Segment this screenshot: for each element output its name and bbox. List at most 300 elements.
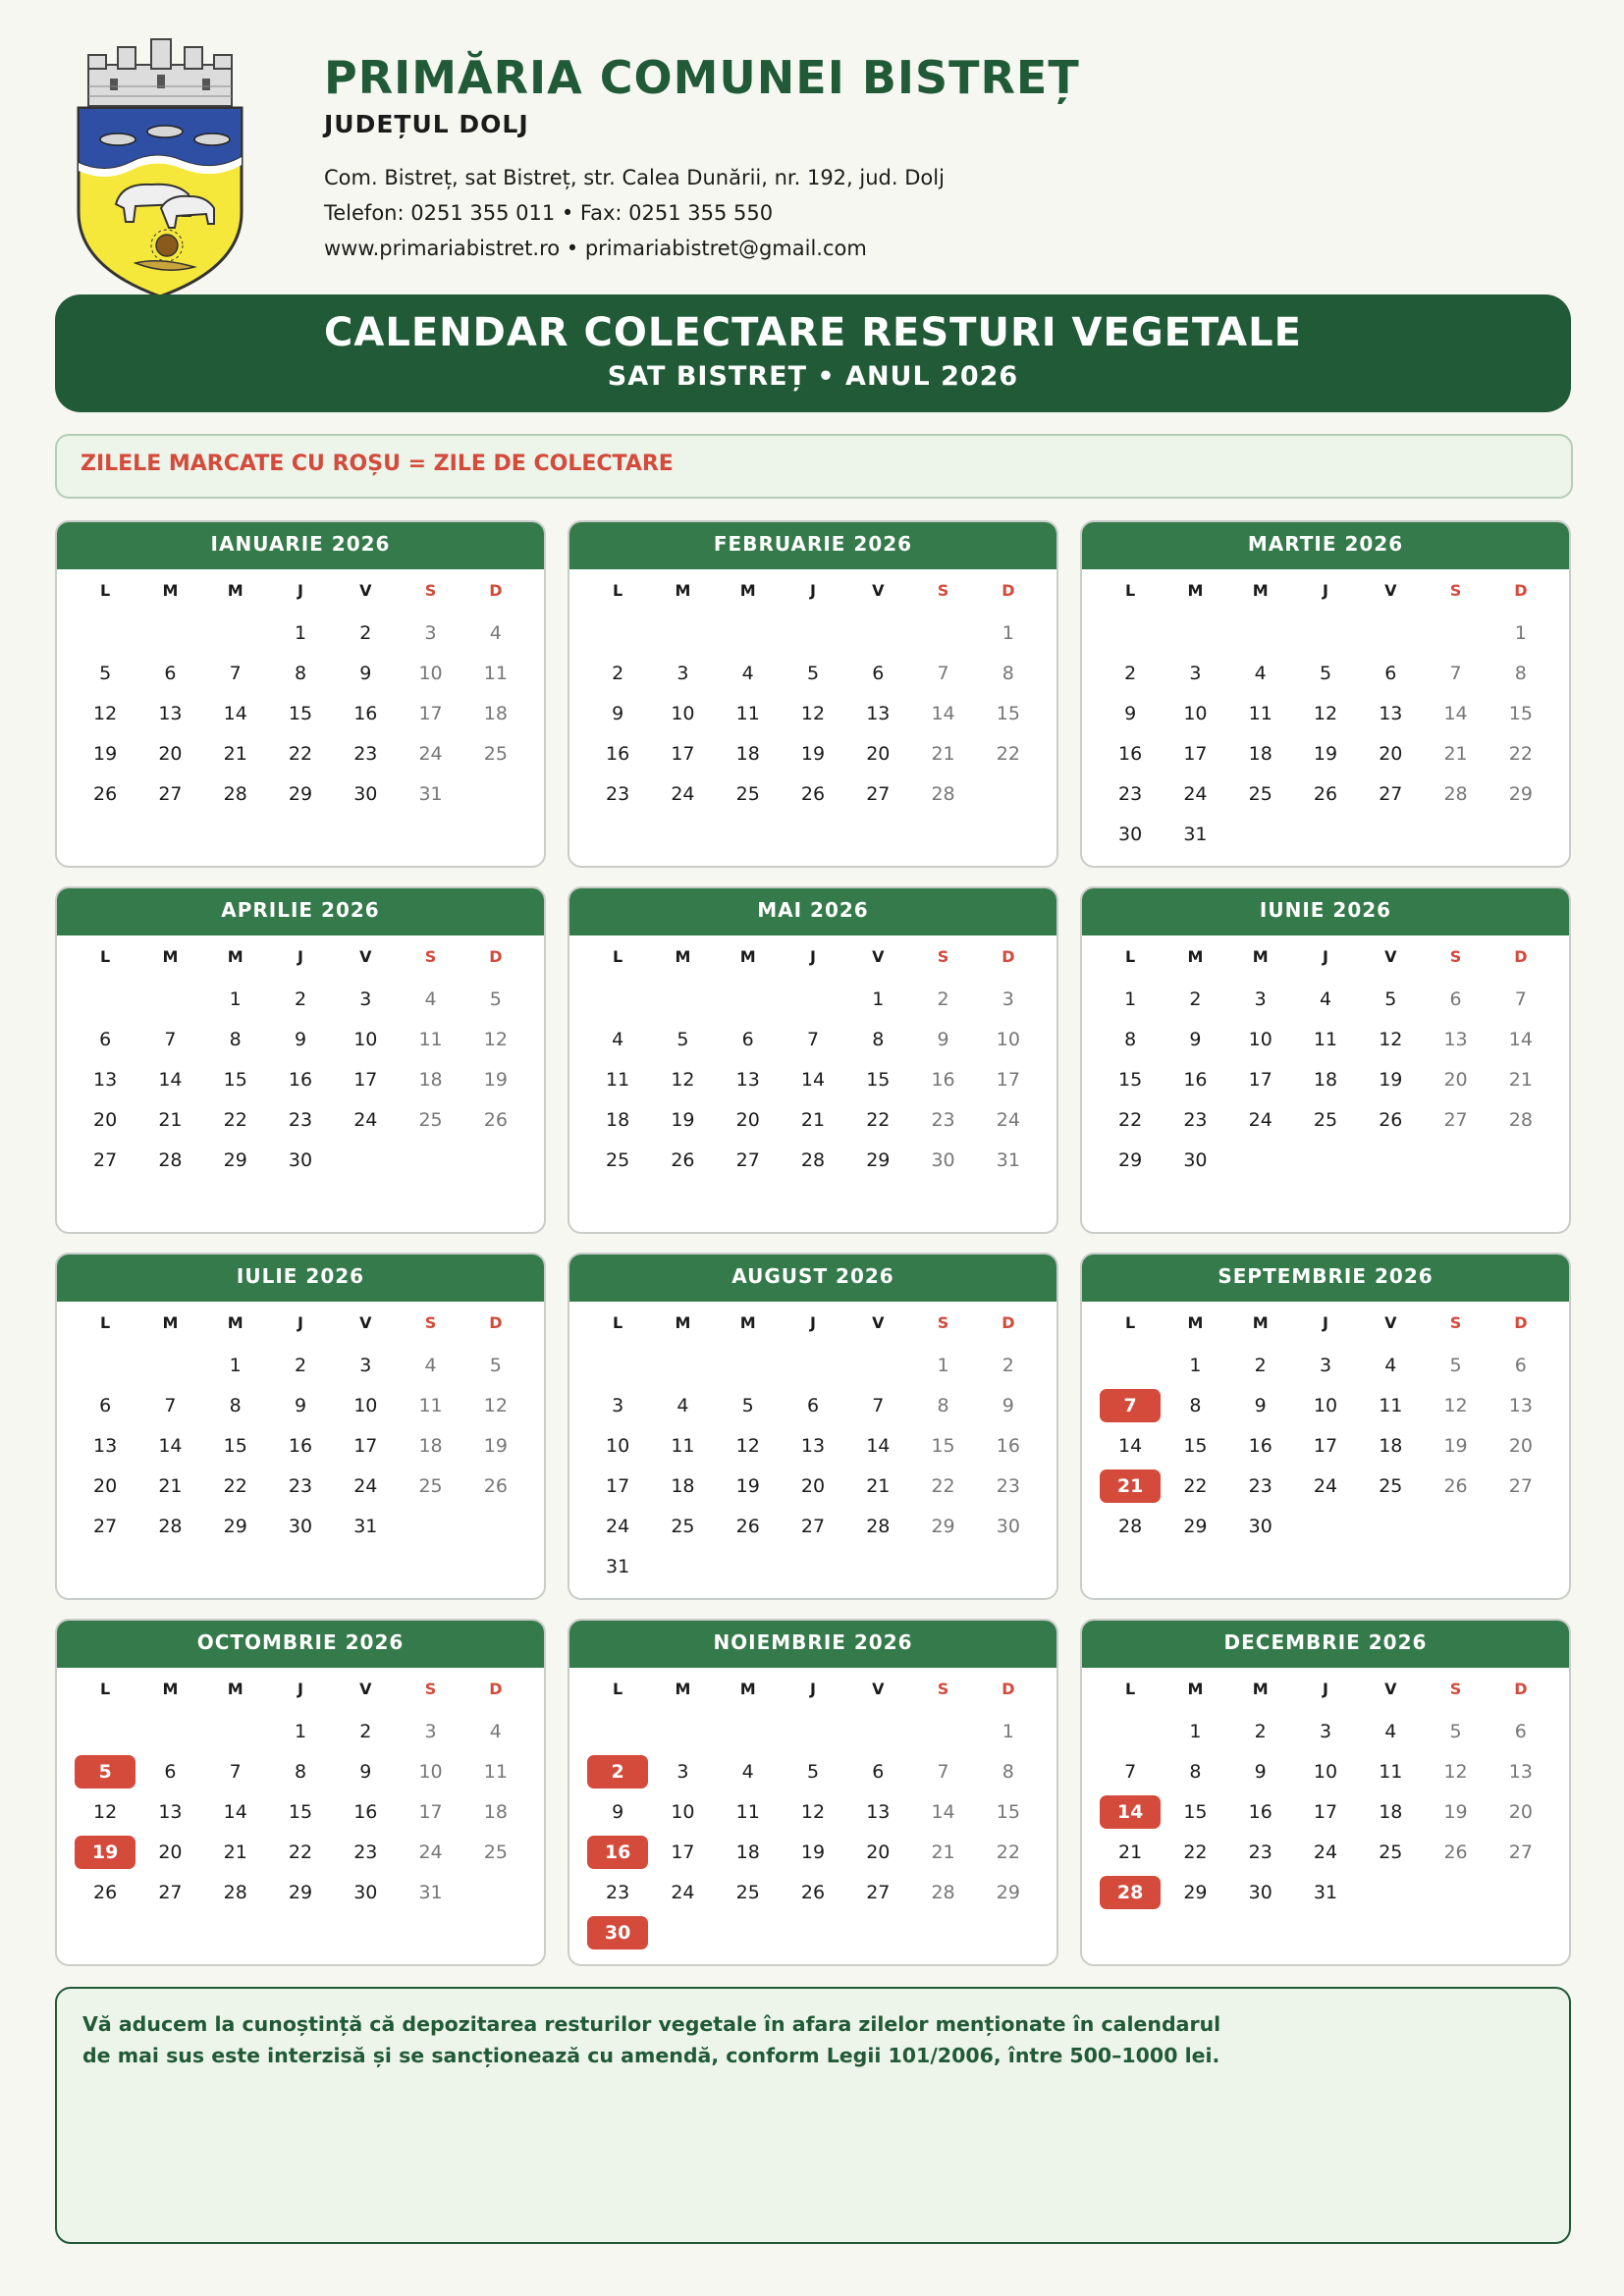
day-cell: 20 <box>866 1841 891 1863</box>
month-title: FEBRUARIE 2026 <box>569 522 1056 569</box>
day-cell: 29 <box>1183 1881 1208 1903</box>
days-grid <box>57 613 544 814</box>
day-cell: 26 <box>483 1474 508 1497</box>
collection-day: 5 <box>73 1751 137 1791</box>
day-cell: 11 <box>1313 1028 1338 1050</box>
day-cell: 9 <box>937 1028 949 1050</box>
weekday-label: J <box>1323 1680 1328 1698</box>
empty-cell <box>1163 613 1227 653</box>
weekday-label: J <box>810 1680 816 1698</box>
day-cell: 5 <box>489 988 502 1010</box>
day-cell: 21 <box>158 1474 183 1497</box>
day-cell: 27 <box>866 1881 891 1903</box>
day-cell: 18 <box>483 1800 508 1823</box>
day-cell: 22 <box>223 1108 247 1131</box>
day-cell: 5 <box>677 1028 689 1050</box>
day-cell: 23 <box>353 742 378 765</box>
day-cell: 22 <box>1183 1474 1208 1497</box>
day-cell: 10 <box>671 702 695 724</box>
day-cell: 24 <box>996 1108 1020 1131</box>
title-banner <box>55 294 1571 412</box>
day-cell: 6 <box>872 1760 885 1783</box>
day-cell: 4 <box>424 1354 437 1376</box>
day-cell: 17 <box>1248 1068 1272 1091</box>
weekday-label: V <box>359 1680 372 1698</box>
day-cell: 23 <box>1248 1474 1272 1497</box>
day-cell: 23 <box>288 1474 313 1497</box>
day-cell: 13 <box>866 1800 891 1823</box>
day-cell: 22 <box>996 1841 1020 1863</box>
day-cell: 17 <box>671 742 695 765</box>
day-cell: 9 <box>294 1394 307 1416</box>
day-cell: 28 <box>1118 1515 1143 1537</box>
weekday-label: V <box>1384 1680 1397 1698</box>
county-name: JUDEȚUL DOLJ <box>324 110 529 138</box>
day-cell: 29 <box>223 1148 247 1171</box>
day-cell: 16 <box>931 1068 955 1091</box>
weekday-header <box>569 1678 1056 1701</box>
day-cell: 14 <box>1118 1434 1143 1457</box>
day-cell: 22 <box>223 1474 247 1497</box>
empty-cell <box>716 613 781 653</box>
weekday-header <box>1082 579 1569 603</box>
day-cell: 30 <box>996 1515 1020 1537</box>
day-cell: 13 <box>800 1434 826 1457</box>
day-cell: 11 <box>671 1434 695 1457</box>
web-email-text: www.primariabistret.ro • primariabistret@gmail.com <box>324 237 867 260</box>
day-cell: 8 <box>1514 662 1527 684</box>
day-cell: 29 <box>866 1148 891 1171</box>
day-cell: 4 <box>1384 1354 1397 1376</box>
day-cell: 21 <box>223 742 247 765</box>
day-cell: 9 <box>612 702 624 724</box>
day-cell: 14 <box>1508 1028 1533 1050</box>
day-cell: 17 <box>353 1068 378 1091</box>
day-cell: 2 <box>1254 1720 1267 1742</box>
day-cell: 29 <box>223 1515 247 1537</box>
collection-day: 7 <box>1098 1385 1163 1425</box>
empty-cell <box>137 613 202 653</box>
day-cell: 24 <box>418 1841 443 1863</box>
weekday-label: S <box>937 1680 949 1698</box>
weekday-label: M <box>675 581 691 600</box>
empty-cell <box>716 979 781 1019</box>
weekday-label: M <box>675 1313 691 1332</box>
day-cell: 7 <box>1514 988 1527 1010</box>
day-cell: 11 <box>483 1760 508 1783</box>
weekday-label: S <box>937 1313 949 1332</box>
weekday-label: M <box>227 581 244 600</box>
empty-cell <box>73 1345 137 1385</box>
day-cell: 3 <box>359 988 372 1010</box>
day-cell: 9 <box>612 1800 624 1823</box>
days-grid <box>57 979 544 1180</box>
day-cell: 24 <box>1313 1841 1338 1863</box>
day-cell: 17 <box>1313 1434 1338 1457</box>
day-cell: 18 <box>735 1841 760 1863</box>
day-cell: 8 <box>937 1394 949 1416</box>
day-cell: 4 <box>612 1028 624 1050</box>
day-cell: 21 <box>223 1841 247 1863</box>
day-cell: 19 <box>1443 1434 1468 1457</box>
weekday-label: D <box>1001 947 1015 966</box>
day-cell: 27 <box>158 1881 183 1903</box>
day-cell: 12 <box>671 1068 695 1091</box>
month-title: IANUARIE 2026 <box>57 522 544 569</box>
day-cell: 14 <box>1443 702 1468 724</box>
calendar-subtitle: SAT BISTREȚ • ANUL 2026 <box>607 361 1019 392</box>
day-cell: 12 <box>1379 1028 1403 1050</box>
day-cell: 13 <box>93 1068 118 1091</box>
day-cell: 23 <box>1118 782 1143 805</box>
month-title: AUGUST 2026 <box>569 1255 1056 1302</box>
day-cell: 29 <box>996 1881 1020 1903</box>
weekday-label: L <box>613 947 623 966</box>
month-calendar <box>55 886 546 1234</box>
weekday-label: J <box>1323 581 1328 600</box>
day-cell: 3 <box>677 662 689 684</box>
day-cell: 24 <box>671 1881 695 1903</box>
legend-box <box>55 434 1573 499</box>
days-grid <box>569 979 1056 1180</box>
day-cell: 30 <box>1248 1515 1272 1537</box>
month-title: MARTIE 2026 <box>1082 522 1569 569</box>
month-calendar <box>1080 886 1571 1234</box>
day-cell: 11 <box>1248 702 1272 724</box>
day-cell: 19 <box>1379 1068 1403 1091</box>
day-cell: 1 <box>229 1354 242 1376</box>
weekday-label: D <box>1514 1313 1528 1332</box>
day-cell: 4 <box>741 1760 754 1783</box>
day-cell: 2 <box>1254 1354 1267 1376</box>
day-cell: 8 <box>1124 1028 1137 1050</box>
day-cell: 3 <box>359 1354 372 1376</box>
day-cell: 13 <box>1443 1028 1468 1050</box>
day-cell: 2 <box>294 988 307 1010</box>
empty-cell <box>650 1345 715 1385</box>
empty-cell <box>845 1711 910 1751</box>
day-cell: 7 <box>1124 1760 1137 1783</box>
day-cell: 20 <box>1443 1068 1468 1091</box>
day-cell: 23 <box>606 1881 630 1903</box>
day-cell: 19 <box>1313 742 1338 765</box>
day-cell: 14 <box>223 1800 247 1823</box>
day-cell: 24 <box>1313 1474 1338 1497</box>
day-cell: 28 <box>1443 782 1468 805</box>
empty-cell <box>137 1345 202 1385</box>
day-cell: 18 <box>418 1434 443 1457</box>
day-cell: 19 <box>483 1068 508 1091</box>
day-cell: 5 <box>741 1394 754 1416</box>
day-cell: 15 <box>1118 1068 1143 1091</box>
day-cell: 10 <box>1313 1760 1338 1783</box>
weekday-header <box>1082 1678 1569 1701</box>
day-cell: 23 <box>996 1474 1020 1497</box>
empty-cell <box>716 1345 781 1385</box>
days-grid <box>569 613 1056 814</box>
weekday-label: S <box>937 581 949 600</box>
day-cell: 19 <box>671 1108 695 1131</box>
day-cell: 26 <box>800 782 826 805</box>
day-cell: 3 <box>677 1760 689 1783</box>
empty-cell <box>585 613 650 653</box>
weekday-label: M <box>1252 581 1269 600</box>
weekday-label: S <box>424 1680 437 1698</box>
day-cell: 10 <box>1248 1028 1272 1050</box>
weekday-label: M <box>1187 1680 1204 1698</box>
day-cell: 5 <box>489 1354 502 1376</box>
day-cell: 7 <box>164 1394 177 1416</box>
weekday-label: M <box>227 1680 244 1698</box>
day-cell: 10 <box>418 662 443 684</box>
day-cell: 13 <box>1508 1760 1533 1783</box>
day-cell: 28 <box>866 1515 891 1537</box>
day-cell: 25 <box>1379 1474 1403 1497</box>
empty-cell <box>203 613 268 653</box>
day-cell: 20 <box>866 742 891 765</box>
weekday-label: S <box>1449 1313 1462 1332</box>
day-cell: 20 <box>93 1474 118 1497</box>
weekday-label: L <box>1125 1680 1136 1698</box>
weekday-label: J <box>1323 1313 1328 1332</box>
day-cell: 3 <box>424 1720 437 1742</box>
day-cell: 10 <box>606 1434 630 1457</box>
day-cell: 2 <box>1189 988 1202 1010</box>
day-cell: 13 <box>735 1068 760 1091</box>
day-cell: 3 <box>1001 988 1014 1010</box>
empty-cell <box>781 613 845 653</box>
day-cell: 6 <box>1384 662 1397 684</box>
day-cell: 1 <box>229 988 242 1010</box>
day-cell: 16 <box>353 1800 378 1823</box>
day-cell: 20 <box>93 1108 118 1131</box>
day-cell: 30 <box>353 782 378 805</box>
notice-box <box>55 1987 1571 2244</box>
collection-day: 16 <box>585 1832 650 1872</box>
empty-cell <box>910 613 975 653</box>
day-cell: 27 <box>1508 1841 1533 1863</box>
collection-day: 28 <box>1098 1872 1163 1912</box>
month-calendar <box>55 520 546 868</box>
day-cell: 18 <box>735 742 760 765</box>
empty-cell <box>650 1711 715 1751</box>
day-cell: 26 <box>1313 782 1338 805</box>
weekday-label: M <box>162 947 179 966</box>
day-cell: 17 <box>996 1068 1020 1091</box>
day-cell: 25 <box>483 742 508 765</box>
day-cell: 25 <box>1313 1108 1338 1131</box>
day-cell: 12 <box>93 702 118 724</box>
day-cell: 25 <box>418 1108 443 1131</box>
weekday-label: V <box>872 1680 885 1698</box>
day-cell: 8 <box>1189 1760 1202 1783</box>
day-cell: 16 <box>288 1068 313 1091</box>
empty-cell <box>781 1711 845 1751</box>
weekday-label: L <box>100 947 111 966</box>
day-cell: 24 <box>1248 1108 1272 1131</box>
day-cell: 19 <box>800 742 826 765</box>
weekday-label: M <box>739 1680 756 1698</box>
day-cell: 17 <box>353 1434 378 1457</box>
weekday-label: S <box>424 581 437 600</box>
weekday-label: M <box>227 1313 244 1332</box>
day-cell: 1 <box>294 621 307 644</box>
calendar-title: CALENDAR COLECTARE RESTURI VEGETALE <box>324 310 1302 355</box>
day-cell: 29 <box>931 1515 955 1537</box>
day-cell: 15 <box>996 702 1020 724</box>
day-cell: 21 <box>1443 742 1468 765</box>
weekday-label: D <box>489 1680 503 1698</box>
day-cell: 14 <box>223 702 247 724</box>
day-cell: 6 <box>164 662 177 684</box>
month-title: APRILIE 2026 <box>57 888 544 935</box>
weekday-label: M <box>162 1313 179 1332</box>
day-cell: 15 <box>866 1068 891 1091</box>
weekday-label: S <box>1449 1680 1462 1698</box>
day-cell: 17 <box>606 1474 630 1497</box>
day-cell: 28 <box>931 1881 955 1903</box>
day-cell: 12 <box>483 1028 508 1050</box>
weekday-label: V <box>872 581 885 600</box>
weekday-label: J <box>1323 947 1328 966</box>
day-cell: 21 <box>1118 1841 1143 1863</box>
day-cell: 21 <box>158 1108 183 1131</box>
weekday-label: D <box>1514 947 1528 966</box>
day-cell: 23 <box>1183 1108 1208 1131</box>
day-cell: 22 <box>1183 1841 1208 1863</box>
weekday-label: D <box>1001 581 1015 600</box>
month-calendar <box>1080 1253 1571 1600</box>
empty-cell <box>1358 613 1423 653</box>
day-cell: 9 <box>1254 1394 1267 1416</box>
month-calendar <box>568 1619 1058 1966</box>
day-cell: 12 <box>1443 1760 1468 1783</box>
weekday-label: D <box>1514 581 1528 600</box>
day-cell: 1 <box>1001 621 1014 644</box>
day-cell: 22 <box>288 742 313 765</box>
weekday-label: M <box>739 947 756 966</box>
day-cell: 18 <box>1248 742 1272 765</box>
day-cell: 22 <box>931 1474 955 1497</box>
empty-cell <box>1098 1711 1163 1751</box>
day-cell: 18 <box>1313 1068 1338 1091</box>
day-cell: 20 <box>1379 742 1403 765</box>
day-cell: 4 <box>489 1720 502 1742</box>
day-cell: 6 <box>1514 1354 1527 1376</box>
day-cell: 26 <box>671 1148 695 1171</box>
day-cell: 30 <box>288 1515 313 1537</box>
day-cell: 15 <box>223 1434 247 1457</box>
day-cell: 21 <box>866 1474 891 1497</box>
day-cell: 11 <box>606 1068 630 1091</box>
day-cell: 14 <box>931 1800 955 1823</box>
day-cell: 27 <box>800 1515 826 1537</box>
weekday-label: D <box>1001 1313 1015 1332</box>
day-cell: 31 <box>418 1881 443 1903</box>
day-cell: 22 <box>1508 742 1533 765</box>
day-cell: 8 <box>1189 1394 1202 1416</box>
day-cell: 21 <box>800 1108 826 1131</box>
day-cell: 29 <box>288 1881 313 1903</box>
weekday-label: J <box>298 581 303 600</box>
month-title: IULIE 2026 <box>57 1255 544 1302</box>
weekday-label: L <box>100 1680 111 1698</box>
day-cell: 9 <box>1124 702 1137 724</box>
day-cell: 3 <box>1319 1720 1332 1742</box>
day-cell: 30 <box>931 1148 955 1171</box>
day-cell: 8 <box>872 1028 885 1050</box>
day-cell: 16 <box>353 702 378 724</box>
day-cell: 5 <box>806 1760 820 1783</box>
day-cell: 18 <box>606 1108 630 1131</box>
day-cell: 26 <box>735 1515 760 1537</box>
weekday-label: M <box>1187 1313 1204 1332</box>
day-cell: 11 <box>735 1800 760 1823</box>
month-calendar <box>568 886 1058 1234</box>
day-cell: 30 <box>1118 823 1143 845</box>
day-cell: 24 <box>353 1474 378 1497</box>
collection-day: 2 <box>585 1751 650 1791</box>
month-title: MAI 2026 <box>569 888 1056 935</box>
month-title: NOIEMBRIE 2026 <box>569 1621 1056 1668</box>
day-cell: 26 <box>93 1881 118 1903</box>
day-cell: 5 <box>806 662 820 684</box>
month-title: OCTOMBRIE 2026 <box>57 1621 544 1668</box>
day-cell: 2 <box>294 1354 307 1376</box>
collection-day: 19 <box>73 1832 137 1872</box>
day-cell: 25 <box>483 1841 508 1863</box>
day-cell: 13 <box>1379 702 1403 724</box>
day-cell: 29 <box>1508 782 1533 805</box>
day-cell: 16 <box>1248 1434 1272 1457</box>
day-cell: 7 <box>806 1028 820 1050</box>
weekday-label: L <box>100 1313 111 1332</box>
weekday-header <box>57 579 544 603</box>
day-cell: 22 <box>288 1841 313 1863</box>
day-cell: 26 <box>800 1881 826 1903</box>
days-grid <box>57 1345 544 1546</box>
weekday-label: V <box>359 581 372 600</box>
day-cell: 13 <box>158 1800 183 1823</box>
day-cell: 16 <box>1183 1068 1208 1091</box>
day-cell: 4 <box>1319 988 1332 1010</box>
weekday-label: V <box>1384 947 1397 966</box>
day-cell: 1 <box>1189 1720 1202 1742</box>
day-cell: 5 <box>1449 1720 1462 1742</box>
day-cell: 22 <box>866 1108 891 1131</box>
day-cell: 3 <box>1254 988 1267 1010</box>
day-cell: 2 <box>937 988 949 1010</box>
day-cell: 31 <box>1313 1881 1338 1903</box>
day-cell: 7 <box>229 1760 242 1783</box>
day-cell: 26 <box>483 1108 508 1131</box>
weekday-label: L <box>1125 581 1136 600</box>
weekday-label: M <box>675 947 691 966</box>
day-cell: 29 <box>1183 1515 1208 1537</box>
day-cell: 9 <box>359 1760 372 1783</box>
day-cell: 25 <box>418 1474 443 1497</box>
day-cell: 8 <box>229 1394 242 1416</box>
day-cell: 23 <box>1248 1841 1272 1863</box>
empty-cell <box>716 1711 781 1751</box>
day-cell: 26 <box>93 782 118 805</box>
day-cell: 25 <box>735 1881 760 1903</box>
empty-cell <box>910 1711 975 1751</box>
weekday-header <box>57 1678 544 1701</box>
day-cell: 31 <box>353 1515 378 1537</box>
weekday-label: M <box>162 581 179 600</box>
day-cell: 11 <box>1379 1394 1403 1416</box>
